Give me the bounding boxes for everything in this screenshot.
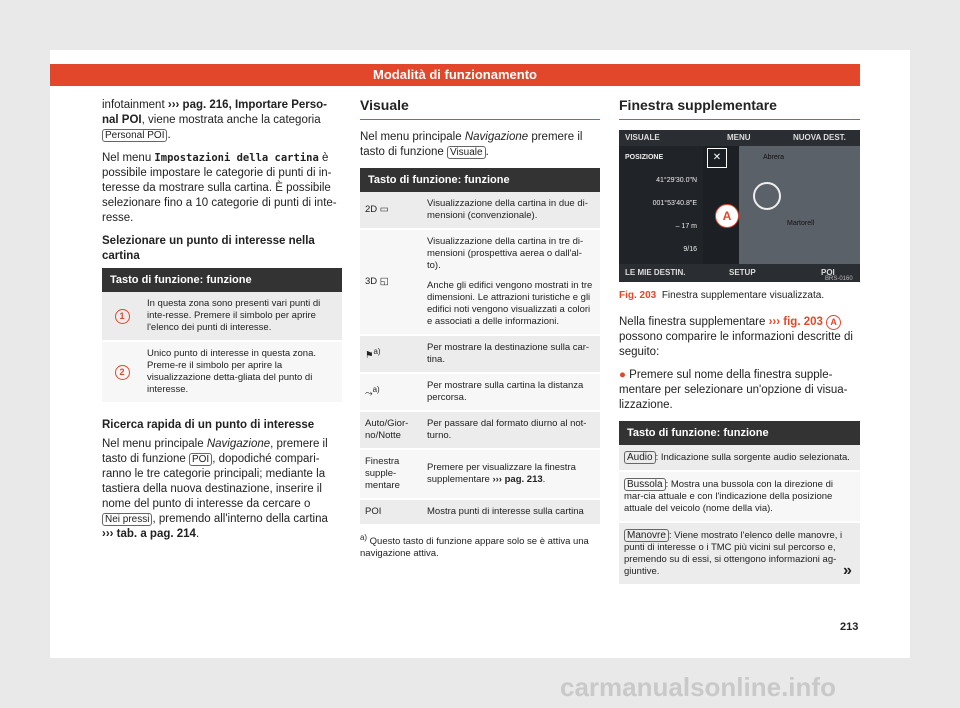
finestra-function-table: Tasto di funzione: funzione Audio : Indicazione sulla sorgente audio selezionata. Bussola : Mostra una bussola con la direzione di mar-cia attuale e con l'indicazione della posizione attuale del veicolo (nome della via). Manovre : Viene mostrato l'elenco delle manovre, i punti di interesse o i TMC più vicini sul percorso e, premendo su di essi, si ottengono informazioni ag-giuntive. [619,421,860,586]
table-row: ⚑$^{a)}$ Per mostrare la destinazione sulla car-tina. [360,335,600,373]
position-panel: POSIZIONE 41°29'30.0"N 001°53'40.8"E – 17 m 9/16 [619,146,703,264]
navigation-screen-figure: VISUALE MENU NUOVA DEST. Abrera Martorell POSIZIONE 41°29'30.0"N 001°53'40.8"E – 17 m 9/16 ✕ A LE MIE DESTIN. SETUP POI BRS-0160 [619,130,860,282]
position-marker-icon [753,182,781,210]
settings-paragraph: Nel menu Impostazioni della cartina è possibile impostare le categorie di punti di in-teresse da mostrare sulla cartina. È possibile selezionare fino a 10 categorie di punti di inte-resse. [102,152,337,224]
page-number: 213 [840,621,859,633]
column-1 [102,98,342,550]
column-3 [619,98,860,586]
table-row: Manovre : Viene mostrato l'elenco delle manovre, i punti di interesse o i TMC più vicini sul percorso e, premendo su di essi, si ottengono informazioni ag-giuntive. [619,522,860,585]
table-row: ⤳$^{a)}$ Per mostrare sulla cartina la distanza percorsa. [360,373,600,411]
continue-marker: » [843,562,852,579]
figure-caption: Fig. 203 Finestra supplementare visualizzata. [619,290,825,301]
section-title-finestra: Finestra supplementare [619,98,860,120]
finestra-paragraph: Nella finestra supplementare ››› fig. 203 A possono comparire le informazioni descritte di seguito: [619,316,853,358]
figure-reference-link[interactable]: ››› fig. 203 [768,316,823,328]
map-3d-icon: ◱ [379,276,389,287]
bullet-icon: ● [619,369,626,381]
table-row: Auto/Gior-no/Notte Per passare dal formato diurno al not-turno. [360,411,600,449]
intro-paragraph: infotainment ››› pag. 216, Importare Perso-nal POI, viene mostrata anche la categoria Personal POI . [102,99,327,141]
page-header: Modalità di funzionamento [50,64,860,86]
section-heading-quick-search: Ricerca rapida di un punto di interesse [102,419,315,431]
close-icon: ✕ [707,148,727,168]
section-heading-select-poi: Selezionare un punto di interesse nella cartina [102,235,315,262]
personal-poi-button-label: Personal POI [102,129,167,142]
quick-search-paragraph: Nel menu principale Navigazione, premere il tasto di funzione POI , dopodiché compari-ranno le tre categorie principali; mediante la tastiera della nuova destinazione, inserire il nome del punto di interesse da cercare o Nei pressi , premendo all'interno della cartina ››› tab. a pag. 214. [102,438,328,540]
poi-multiple-icon: 1 [115,309,130,324]
page-reference-link[interactable]: ››› pag. 213 [492,474,543,485]
screen-menu-tab: MENU [727,133,751,142]
callout-a: A [715,204,739,228]
destination-flag-icon: ⚑ [365,350,374,362]
table-row: Bussola : Mostra una bussola con la direzione di mar-cia attuale e con l'indicazione della posizione attuale del veicolo (nome della via). [619,471,860,522]
watermark: carmanualsonline.info [560,672,836,702]
visuale-button-label: Visuale [447,146,486,159]
poi-single-icon: 2 [115,365,130,380]
screen-new-dest-tab: NUOVA DEST. [793,133,846,142]
table-row: 1 In questa zona sono presenti vari punti di inte-resse. Premere il simbolo per aprire l'elenco dei punti di interesse. [102,292,342,341]
column-2 [360,98,600,560]
table-row: Finestra supple-mentare Premere per visualizzare la finestra supplementare ››› pag. 213. [360,449,600,499]
map-area: Abrera Martorell [739,146,860,264]
table-row: 2 Unico punto di interesse in questa zona. Preme-re il simbolo per aprire la visualizzazione detta-gliata del punto di interesse. [102,341,342,403]
nearby-button-label: Nei pressi [102,513,152,526]
visuale-paragraph: Nel menu principale Navigazione premere il tasto di funzione Visuale . [360,131,583,158]
table-row: Audio : Indicazione sulla sorgente audio selezionata. [619,445,860,471]
bullet-item: ● Premere sul nome della finestra supple-mentare per selezionare un'opzione di visua-lizzazione. [619,369,848,411]
route-distance-icon: ⤳ [365,388,373,400]
footnote: $^{a)}$ Questo tasto di funzione appare solo se è attiva una navigazione attiva. [360,533,589,560]
poi-function-table: Tasto di funzione: funzione 1 In questa zona sono presenti vari punti di inte-resse. Premere il simbolo per aprire l'elenco dei punti di interesse. 2 Unico punto di interesse in questa zona. Preme-re il simbolo per aprire la visualizzazione detta-gliata del punto di interesse. [102,268,342,404]
poi-button-label: POI [189,453,212,466]
section-title-visuale: Visuale [360,98,600,120]
visuale-function-table: Tasto di funzione: funzione 2D ▭ Visualizzazione della cartina in due di-mensioni (convenzionale). 3D ◱ Visualizzazione della cartina in tre di-mensioni (prospettiva aerea o dall'al-to). Anche gli edifici vengono mostrati in tre dimensioni. Le attrazioni turistiche e gli edifici noti vengono visualizzati a colori e associati a delle informazioni. ⚑$^{a)}$ Per mostrare la destinazione sulla car-tina. ⤳$^{a)}$ Per mostrare sulla cartina la distanza percorsa. Auto/Gior-no/Notte Per passare dal formato diurno al not-turno. Finestra supple-mentare Premere per visualizzare la finestra supplementare ››› pag. 213. POI Mostra punti di interesse sulla cartina [360,168,600,526]
screen-visuale-tab: VISUALE [625,133,660,142]
page-reference-link[interactable]: ››› pag. 216, Importare Perso-nal POI [102,99,327,126]
table-reference-link[interactable]: ››› tab. a pag. 214 [102,528,196,540]
table-row: 2D ▭ Visualizzazione della cartina in due di-mensioni (convenzionale). [360,192,600,229]
table-row: 3D ◱ Visualizzazione della cartina in tre di-mensioni (prospettiva aerea o dall'al-to). Anche gli edifici vengono mostrati in tre dimensioni. Le attrazioni turistiche e gli edifici noti vengono visualizzati a colori e associati a delle informazioni. [360,229,600,335]
map-2d-icon: ▭ [379,204,389,215]
table-row: POI Mostra punti di interesse sulla cartina [360,499,600,525]
